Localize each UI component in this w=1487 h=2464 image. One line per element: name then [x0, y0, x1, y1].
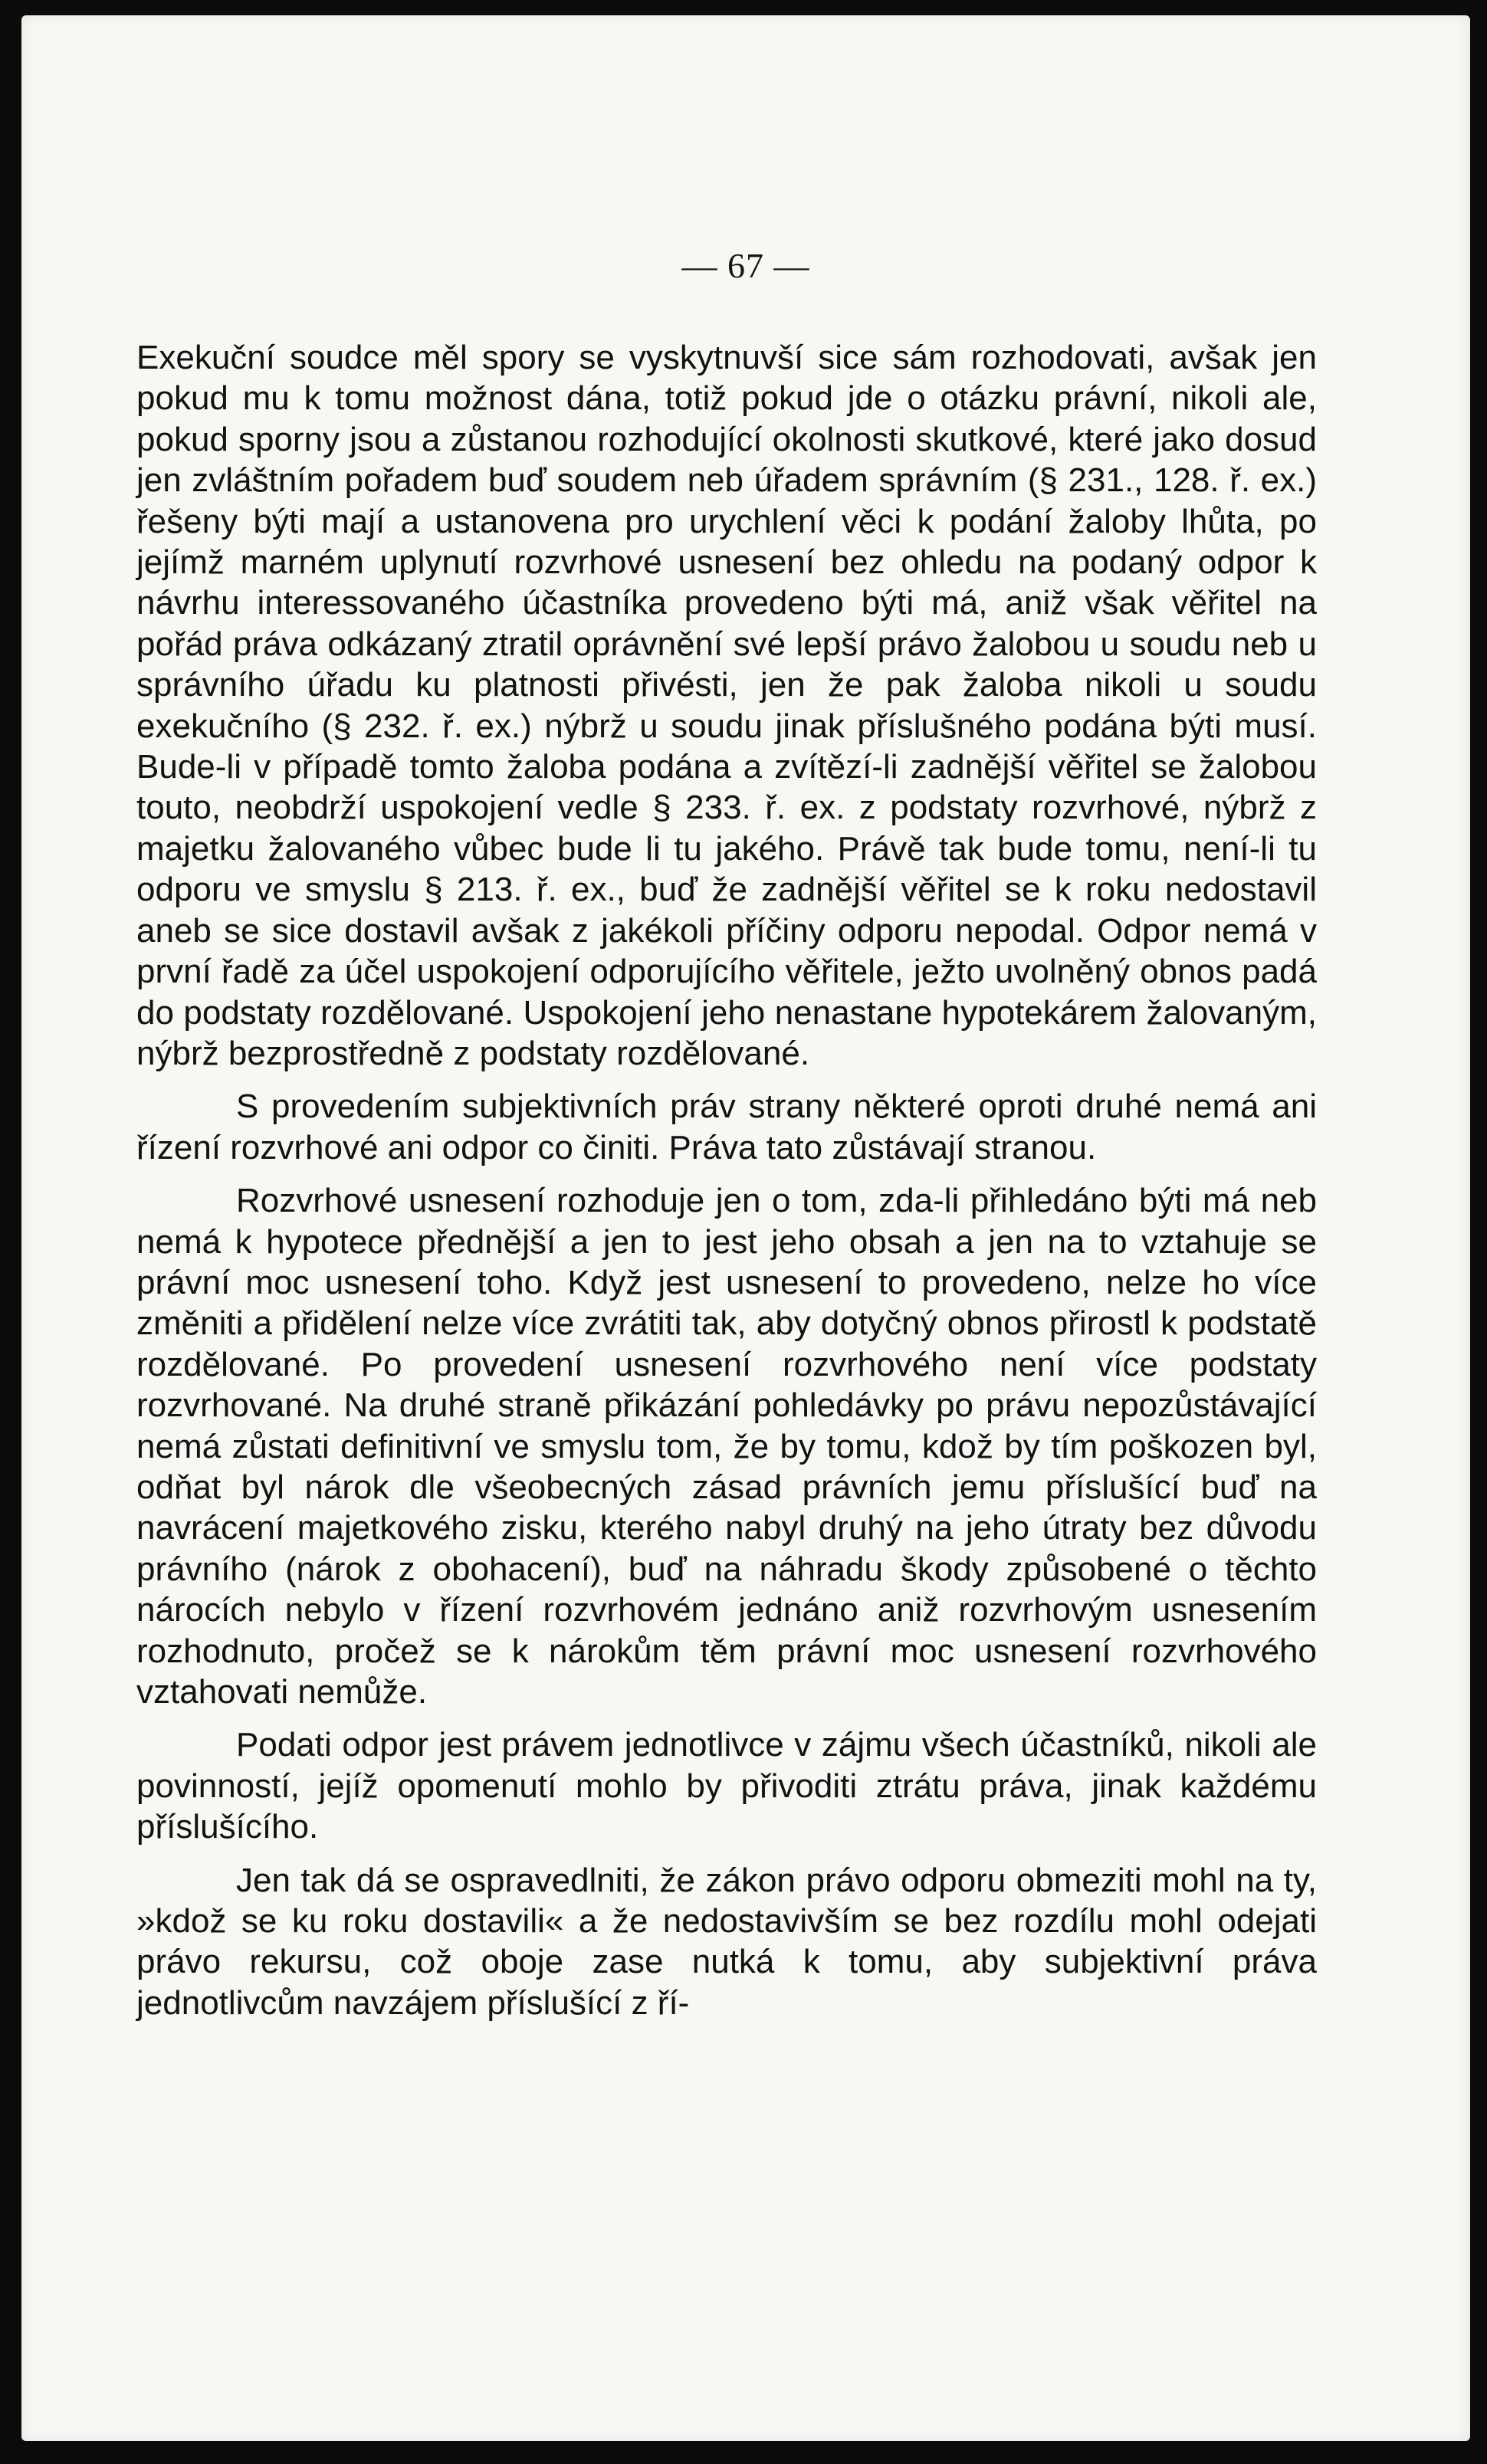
page-number: — 67 —	[681, 246, 810, 285]
paragraph-4: Podati odpor jest právem jednotlivce v zájmu všech účastníků, nikoli ale povinností, jejíž opomenutí mohlo by přivoditi ztrátu práva, jinak každému příslušícího.	[136, 1726, 1317, 1846]
paragraph-1: Exekuční soudce měl spory se vyskytnuvší sice sám rozhodovati, avšak jen pokud mu k tomu možnost dána, totiž pokud jde o otázku právní, nikoli ale, pokud sporny jsou a zůstanou rozhodující okolnosti skutkové, které jako dosud jen zvláštním pořadem buď soudem neb úřadem správním (§ 231., 128. ř. ex.) řešeny býti mají a ustanovena pro urychlení věci k podání žaloby lhůta, po jejímž marném uplynutí rozvrhové usnesení bez ohledu na podaný odpor k návrhu interessovaného účastníka provedeno býti má, aniž však věřitel na pořád práva odkázaný ztratil oprávnění své lepší právo žalobou u soudu neb u správního úřadu ku platnosti přivésti, jen že pak žaloba nikoli u soudu exekučního (§ 232. ř. ex.) nýbrž u soudu jinak příslušného podána býti musí. Bude-li v případě tomto žaloba podána a zvítězí-li zadnější věřitel se žalobou touto, neobdrží uspokojení vedle § 233. ř. ex. z podstaty rozvrhové, nýbrž z majetku žalovaného vůbec bude li tu jakého. Právě tak bude tomu, není-li tu odporu ve smyslu § 213. ř. ex., buď že zadnější věřitel se k roku nedostavil aneb se sice dostavil avšak z jakékoli příčiny odporu nepodal. Odpor nemá v první řadě za účel uspokojení odporujícího věřitele, ježto uvolněný obnos padá do podstaty rozdělované. Uspokojení jeho nenastane hypotekárem žalovaným, nýbrž bezprostředně z podstaty rozdělované.	[136, 339, 1317, 1072]
paragraph-5: Jen tak dá se ospravedlniti, že zákon právo odporu obmeziti mohl na ty, »kdož se ku roku dostavili« a že nedostavivším se bez rozdílu mohl odejati právo rekursu, což oboje zase nutká k tomu, aby subjektivní práva jednotlivcům navzájem příslušící z ří-	[136, 1861, 1317, 2022]
book-page	[21, 15, 1470, 2441]
paragraph-3: Rozvrhové usnesení rozhoduje jen o tom, zda-li přihledáno býti má neb nemá k hypotece přednější a jen to jest jeho obsah a jen na to vztahuje se právní moc usnesení toho. Když jest usnesení to provedeno, nelze ho více změniti a přidělení nelze více zvrátiti tak, aby dotyčný obnos přirostl k podstatě rozdělované. Po provedení usnesení rozvrhového není více podstaty rozvrhované. Na druhé straně přikázání pohledávky po právu nepozůstávající nemá zůstati definitivní ve smyslu tom, že by tomu, kdož by tím poškozen byl, odňat byl nárok dle všeobecných zásad právních jemu příslušící buď na navrácení majetkového zisku, kterého nabyl druhý na jeho útraty bez důvodu právního (nárok z obohacení), buď na náhradu škody způsobené o těchto nárocích nebylo v řízení rozvrhovém jednáno aniž rozvrhovým usnesením rozhodnuto, pročež se k nárokům těm právní moc usnesení rozvrhového vztahovati nemůže.	[136, 1182, 1317, 1711]
body-text	[136, 337, 1317, 2036]
paragraph-2: S provedením subjektivních práv strany některé oproti druhé nemá ani řízení rozvrhové ani odpor co činiti. Práva tato zůstávají stranou.	[136, 1088, 1317, 1166]
